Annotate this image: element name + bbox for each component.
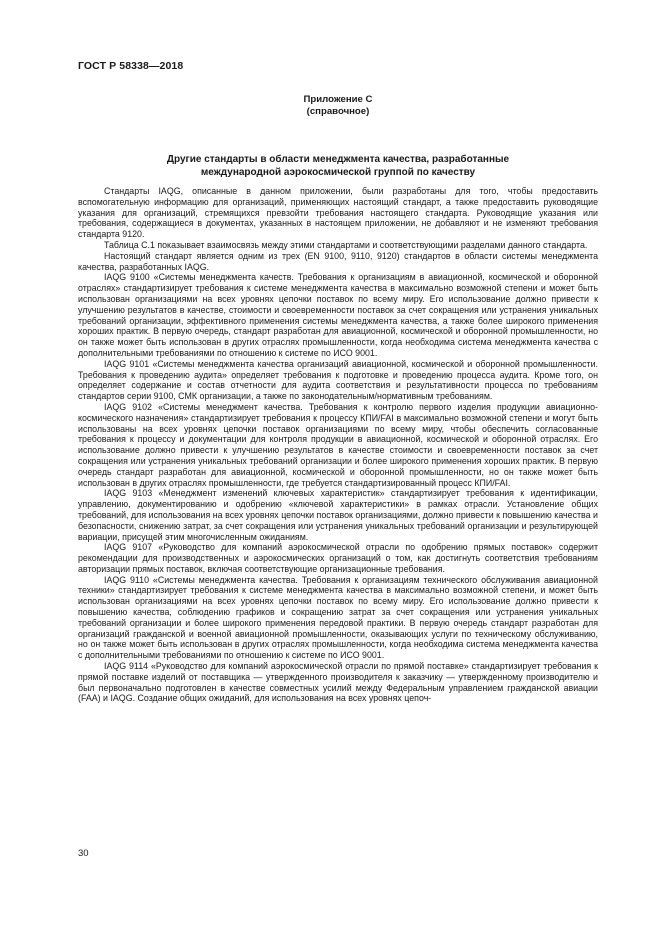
paragraph-iaqg-9114: IAQG 9114 «Руководство для компаний аэрокосмической отрасли по прямой поставке» стандартизирует требования к прямой поставке изделий от поставщика — утвержденного производителя к заказчику — утвержденному производителю и был первоначально подготовлен в качестве совместных усилий между Федеральным управлением гражданской авиации (FAA) и IAQG. Создание общих ожиданий, для использования на всех уровнях цепоч- xyxy=(78,661,598,704)
page-number: 30 xyxy=(78,848,89,859)
appendix-subtitle: (справочное) xyxy=(306,106,370,117)
paragraph-intro: Стандарты IAQG, описанные в данном приложении, были разработаны для того, чтобы предоставить вспомогательную информацию для организаций, применяющих настоящий стандарт, а также предоставить руководящие указания для организаций, стремящихся превзойти требования настоящего стандарта. Руководящие указания или требования, содержащиеся в документах, указанных в настоящем приложении, не добавляют и не изменяют требования стандарта 9120. xyxy=(78,186,598,240)
paragraph-table-ref: Таблица С.1 показывает взаимосвязь между этими стандартами и соответствующими разделами данного стандарта. xyxy=(104,239,588,250)
paragraph-iaqg-9101: IAQG 9101 «Системы менеджмента качества организаций авиационной, космической и оборонной промышленности. Требования к проведению аудита» определяет требования к подготовке и проведению процесса аудита. Кроме того, он определяет содержание и состав отчетности для аудита соответствия и результативности процесса по требованиям стандартов серии 9100, СМК организации, а также по законодательным/нормативным требованиям. xyxy=(78,358,598,402)
appendix-title: Приложение С xyxy=(303,94,373,105)
paragraph-three-standards: Настоящий стандарт является одним из трех (EN 9100, 9110, 9120) стандартов в области системы менеджмента качества, разработанных IAQG. xyxy=(78,250,598,272)
paragraph-iaqg-9102: IAQG 9102 «Системы менеджмент качества. Требования к контролю первого изделия продукции авиационно-космического назначения» стандартизирует требования к процессу КПИ/FAI в максимально возможной степени и могут быть использованы на всех уровнях цепочки поставок организациями по всему миру, чтобы обеспечить согласованные требования к процессу и документации для контроля продукции в авиационной, космической и оборонной отраслях. Его использование должно привести к улучшению результатов в качестве стоимости и своевременности поставок за счет сокращения или устранения уникальных требований организации и более широкого применения хороших практик. В первую очередь стандарт разработан для авиационной, космической и оборонной промышленности, но он также может быть использован в других отраслях промышленности, где требуется стандартизированный процесс КПИ/FAI. xyxy=(78,401,598,488)
paragraph-iaqg-9110: IAQG 9110 «Системы менеджмента качества. Требования к организациям технического обслуживания авиационной техники» стандартизирует требования к системе менеджмента качества в максимально возможной степени, и может быть использован организациями на всех уровнях цепочки поставок по всему миру. Его использование должно привести к повышению качества, соблюдению графиков и сокращению затрат за счет сокращения или устранения уникальных требований организации и более широкого применения передовой практики. В первую очередь стандарт разработан для организаций гражданской и военной авиационной промышленности, оказывающих услуги по техническому обслуживанию, но он также может быть использован в других отраслях промышленности, когда необходима система менеджмента качества с дополнительными требованиями по отношению к системе по ИСО 9001. xyxy=(78,574,598,661)
paragraph-iaqg-9100: IAQG 9100 «Системы менеджмента качеств. Требования к организациям в авиационной, космической и оборонной отраслях» стандартизирует требования к системе менеджмента качества в максимально возможной степени и может быть использован организациями на всех уровнях цепочки поставок по всему миру. Его использование должно привести к улучшению результатов в качестве, стоимости и своевременности поставок за счет сокращения или устранения уникальных требований организации, эффективного применения системы менеджмента качества, а также более широкого применения хороших практик. В первую очередь, стандарт разработан для авиационной, космической и оборонной промышленности, но он также может быть использован в других отраслях промышленности, когда необходима система менеджмента качества с дополнительными требованиями по отношению к системе по ИСО 9001. xyxy=(78,272,598,358)
standard-code: ГОСТ Р 58338—2018 xyxy=(78,60,184,72)
appendix-heading xyxy=(78,94,598,118)
body-text xyxy=(78,186,598,704)
section-title-line-2: международной аэрокосмической группой по качеству xyxy=(200,166,476,178)
paragraph-iaqg-9103: IAQG 9103 «Менеджмент изменений ключевых характеристик» стандартизирует требования к идентификации, управлению, документированию и одобрению «ключевой характеристики» в рамках отрасли. Установление общих требований, для использования на всех уровнях цепочки поставок организациями, должно привести к повышению качества и безопасности, снижению затрат, за счет сокращения или устранения уникальных требований организации и результирующей вариации, присущей этим многочисленным ожиданиям. xyxy=(78,488,598,542)
section-title xyxy=(78,154,598,179)
section-title-line-1: Другие стандарты в области менеджмента качества, разработанные xyxy=(166,154,510,165)
paragraph-iaqg-9107: IAQG 9107 «Руководство для компаний аэрокосмической отрасли по одобрению прямых поставок» содержит рекомендации для производственных и аэрокосмических организаций о том, как достигнуть соответствия требованиям авторизации прямых поставок, включая соответствующие организационные требования. xyxy=(78,542,598,574)
